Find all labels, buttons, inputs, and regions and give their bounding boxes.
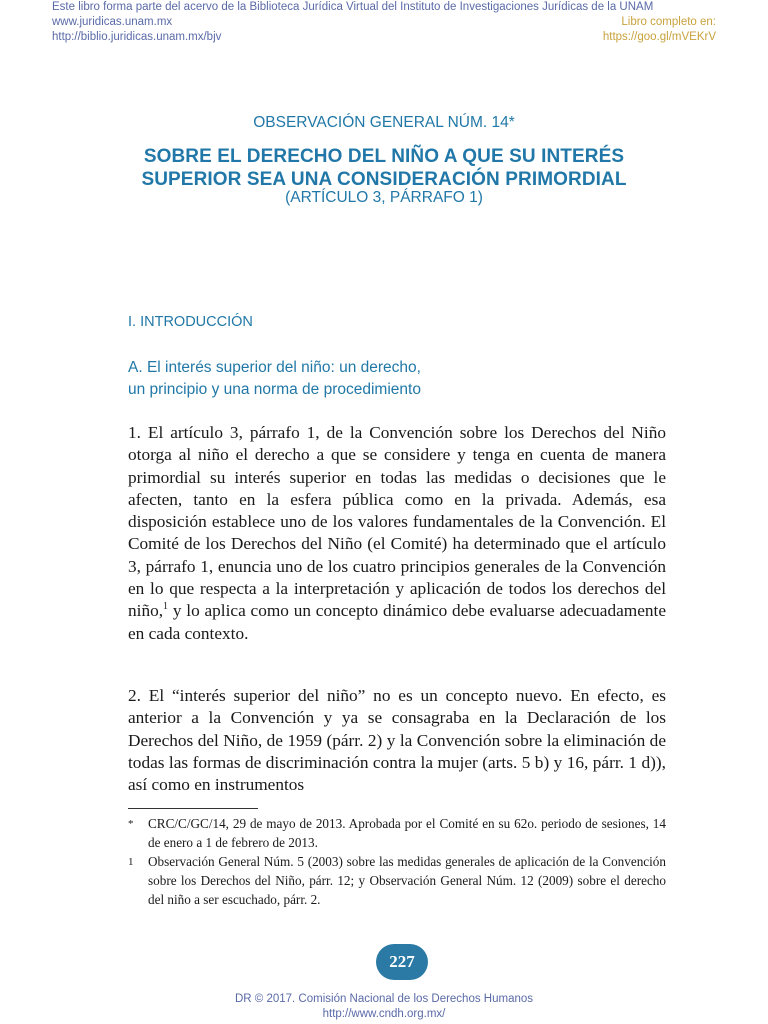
footnote-divider bbox=[128, 808, 258, 809]
footnote-mark: * bbox=[128, 818, 134, 830]
subsection-heading bbox=[128, 357, 421, 401]
paragraph-2 bbox=[128, 685, 666, 796]
paragraph-1 bbox=[128, 422, 666, 645]
subsection-line-1: A. El interés superior del niño: un derecho, bbox=[128, 359, 421, 376]
paragraph-1-text: 1. El artículo 3, párrafo 1, de la Convención sobre los Derechos del Niño otorga al niño el derecho a que se considere y tenga en cuenta de manera primordial su interés superior en todas las medidas o decisiones que le afecten, tanto en la esfera pública como en la privada. Además, esa disposición establece uno de los valores fundamentales de la Convención. El Comité de los Derechos del Niño (el Comité) ha determinado que el artículo 3, párrafo 1, enuncia uno de los cuatro principios generales de la Convención en lo que respecta a la interpretación y aplicación de todos los derechos del niño, bbox=[128, 423, 666, 621]
paragraph-2-text: 2. El “interés superior del niño” no es un concepto nuevo. En efecto, es anterior a la Convención y ya se consagraba en la Declaración de los Derechos del Niño, de 1959 (párr. 2) y la Convención sobre la eliminación de todas las formas de discriminación contra la mujer (arts. 5 b) y 16, párr. 1 d)), así como en instrumentos bbox=[128, 686, 666, 795]
header-notice: Este libro forma parte del acervo de la Biblioteca Jurídica Virtual del Instituto de Investigaciones Jurídicas de la UNAM bbox=[52, 1, 654, 13]
header-libro-link[interactable]: https://goo.gl/mVEKrV bbox=[602, 31, 716, 43]
header-site-link[interactable]: www.juridicas.unam.mx bbox=[52, 16, 173, 28]
title-line-2: SUPERIOR SEA UNA CONSIDERACIÓN PRIMORDIAL bbox=[141, 169, 627, 190]
page-number-badge: 227 bbox=[376, 944, 428, 980]
title-line-1: SOBRE EL DERECHO DEL NIÑO A QUE SU INTERÉS bbox=[143, 146, 625, 167]
footnote-1 bbox=[128, 853, 666, 909]
footnote-text: CRC/C/GC/14, 29 de mayo de 2013. Aprobada por el Comité en su 62o. periodo de sesiones, 14 de enero a 1 de febrero de 2013. bbox=[148, 816, 666, 850]
header-bjv-link[interactable]: http://biblio.juridicas.unam.mx/bjv bbox=[52, 31, 222, 43]
observacion-heading: OBSERVACIÓN GENERAL NÚM. 14* bbox=[253, 114, 515, 131]
document-subtitle: (ARTÍCULO 3, PÁRRAFO 1) bbox=[285, 189, 483, 206]
document-title bbox=[52, 145, 716, 191]
footnote-star bbox=[128, 815, 666, 853]
footnote-text: Observación General Núm. 5 (2003) sobre las medidas generales de aplicación de la Convención sobre los Derechos del Niño, párr. 12; y Observación General Núm. 12 (2009) sobre el derecho del niño a ser escuchado, párr. 2. bbox=[148, 854, 666, 907]
footer-copyright: DR © 2017. Comisión Nacional de los Derechos Humanos bbox=[234, 993, 534, 1005]
footnote-mark: 1 bbox=[128, 856, 134, 868]
paragraph-1-text-end: y lo aplica como un concepto dinámico debe evaluarse adecuadamente en cada contexto. bbox=[128, 601, 666, 643]
header-libro-label: Libro completo en: bbox=[621, 16, 716, 28]
footer-link[interactable]: http://www.cndh.org.mx/ bbox=[322, 1008, 446, 1020]
subsection-line-2: un principio y una norma de procedimiento bbox=[128, 381, 421, 398]
footnote-ref-1[interactable]: 1 bbox=[163, 601, 169, 613]
section-heading: I. INTRODUCCIÓN bbox=[128, 314, 253, 330]
